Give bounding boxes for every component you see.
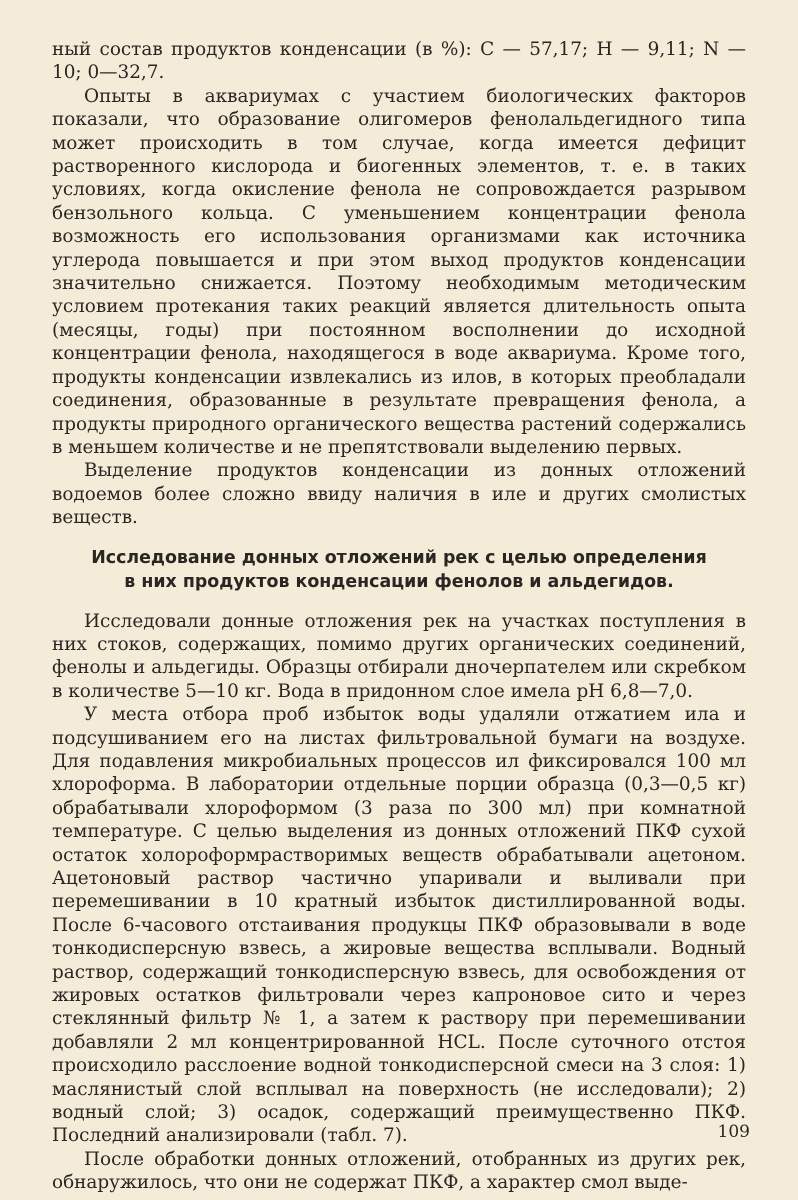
page-number: 109 (717, 1122, 750, 1142)
page-text (52, 38, 746, 1195)
paragraph-continuation: ный состав продуктов конденсации (в %): C — 57,17; H — 9,11; N — 10; 0—32,7. (52, 39, 746, 84)
section-heading-line-1: Исследование донных отложений рек с целью определения (91, 547, 707, 568)
paragraph-extraction-difficulty: Выделение продуктов конденсации из донных отложений водоемов более сложно ввиду наличия в иле и других смолистых веществ. (52, 460, 746, 529)
paragraph-procedure: У места отбора проб избыток воды удаляли отжатием ила и подсушиванием его на листах фильтровальной бумаги на воздухе. Для подавления микробиальных процессов ил фиксировался 100 мл хлороформа. В лаборатории отдельные порции образца (0,3—0,5 кг) обрабатывали хлороформом (3 раза по 300 мл) при комнатной температуре. С целью выделения из донных отложений ПКФ сухой остаток холороформрастворимых веществ обрабатывали ацетоном. Ацетоновый раствор частично упаривали и выливали при перемешивании в 10 кратный избыток дистиллированной воды. После 6-часового отстаивания продукцы ПКФ образовывали в воде тонкодисперсную взвесь, а жировые вещества всплывали. Водный раствор, содержащий тонкодисперсную взвесь, для освобождения от жировых остатков фильтровали через капроновое сито и через стеклянный фильтр № 1, а затем к раствору при перемешивании добавляли 2 мл концентрированной HCL. После суточного отстоя происходило расслоение водной тонкодисперсной смеси на 3 слоя: 1) маслянистый слой всплывал на поверхность (не исследовали); 2) водный слой; 3) осадок, содержащий преимущественно ПКФ. Последний анализировали (табл. 7). (52, 704, 746, 1147)
paragraph-sampling: Исследовали донные отложения рек на участках поступления в них стоков, содержащих, помимо других органических соединений, фенолы и альдегиды. Образцы отбирали дночерпателем или скребком в количестве 5—10 кг. Вода в придонном слое имела pH 6,8—7,0. (52, 610, 746, 702)
paragraph-aquarium-experiments: Опыты в аквариумах с участием биологических факторов показали, что образование олигомеров фенолальдегидного типа может происходить в том случае, когда имеется дефицит растворенного кислорода и биогенных элементов, т. е. в таких условиях, когда окисление фенола не сопровождается разрывом бензольного кольца. С уменьшением концентрации фенола возможность его использования организмами как источника углерода повышается и при этом выход продуктов конденсации значительно снижается. Поэтому необходимым методическим условием протекания таких реакций является длительность опыта (месяцы, годы) при постоянном восполнении до исходной концентрации фенола, находящегося в воде аквариума. Кроме того, продукты конденсации извлекались из илов, в которых преобладали соединения, образованные в результате превращения фенола, а продукты природного органического вещества растений содержались в меньшем количестве и не препятствовали выделению первых. (52, 85, 746, 458)
paragraph-other-rivers: После обработки донных отложений, отобранных из других рек, обнаружилось, что они не содержат ПКФ, а характер смол выде- (52, 1148, 746, 1194)
section-heading-line-2: в них продуктов конденсации фенолов и альдегидов. (124, 571, 674, 592)
section-heading (52, 546, 746, 594)
